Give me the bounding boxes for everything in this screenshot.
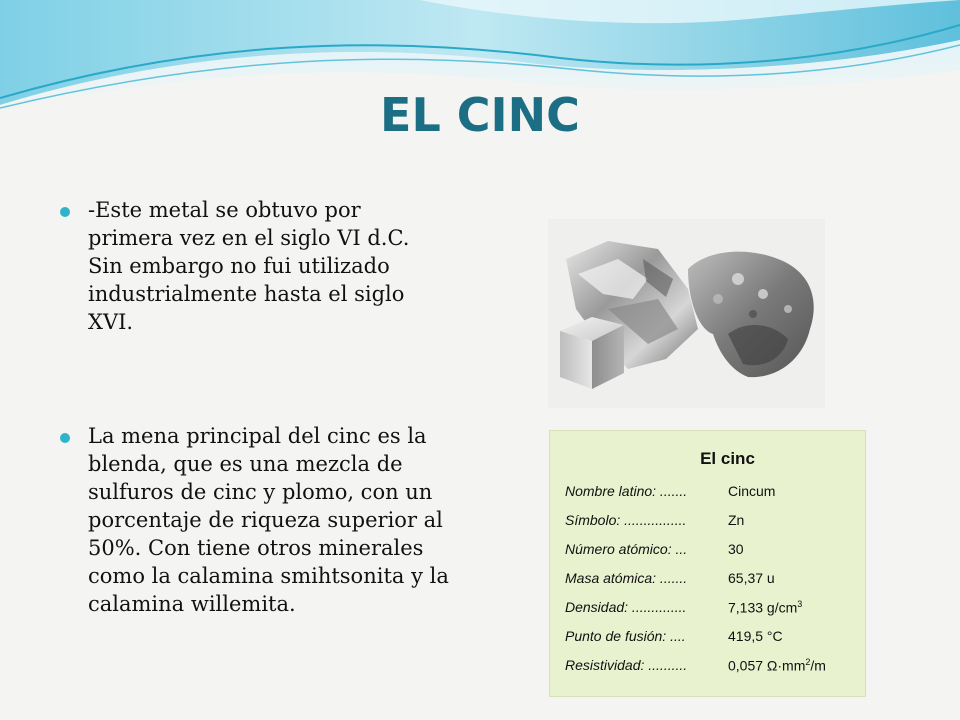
slide-title: EL CINC: [380, 88, 580, 142]
bullet-dot-icon: [60, 433, 70, 443]
property-value: 65,37 u: [728, 570, 775, 586]
property-label: Número atómico: ...: [565, 541, 688, 557]
property-value: 7,133 $g/cm^3$: [728, 599, 803, 616]
bullet-item: [60, 422, 458, 618]
property-value: Cincum: [728, 483, 776, 499]
property-row: [565, 512, 855, 532]
property-label: Punto de fusión: ....: [565, 628, 686, 644]
property-label: Nombre latino: .......: [565, 483, 688, 499]
property-label: Densidad: ..............: [565, 599, 687, 615]
bullet-dot-icon: [60, 207, 70, 217]
property-value: Zn: [728, 512, 745, 528]
bullet-text: La mena principal del cinc es la blenda, que es una mezcla de sulfuros de cinc y plomo, con un porcentaje de riqueza superior al 50%. Con tiene otros minerales como la calamina smihtsonita y la calamina willemita.: [88, 424, 449, 616]
property-label: Resistividad: ..........: [565, 657, 688, 673]
bullet-item: [60, 196, 448, 336]
zinc-metal-photo: [548, 219, 825, 408]
property-row: [565, 599, 855, 619]
property-row: [565, 657, 855, 677]
zinc-properties-card: [549, 430, 866, 697]
property-value: 30: [728, 541, 744, 557]
property-row: [565, 570, 855, 590]
property-value: 419,5 °C: [728, 628, 783, 644]
property-row: [565, 628, 855, 648]
property-label: Símbolo: ................: [565, 512, 687, 528]
card-title: El cinc: [700, 449, 755, 468]
property-label: Masa atómica: .......: [565, 570, 688, 586]
bullet-text: -Este metal se obtuvo por primera vez en el siglo VI d.C. Sin embargo no fui utilizado industrialmente hasta el siglo XVI.: [88, 198, 410, 334]
property-row: [565, 541, 855, 561]
property-value: 0,057 $\Omega\cdot mm^2/m$: [728, 657, 826, 674]
property-row: [565, 483, 855, 503]
